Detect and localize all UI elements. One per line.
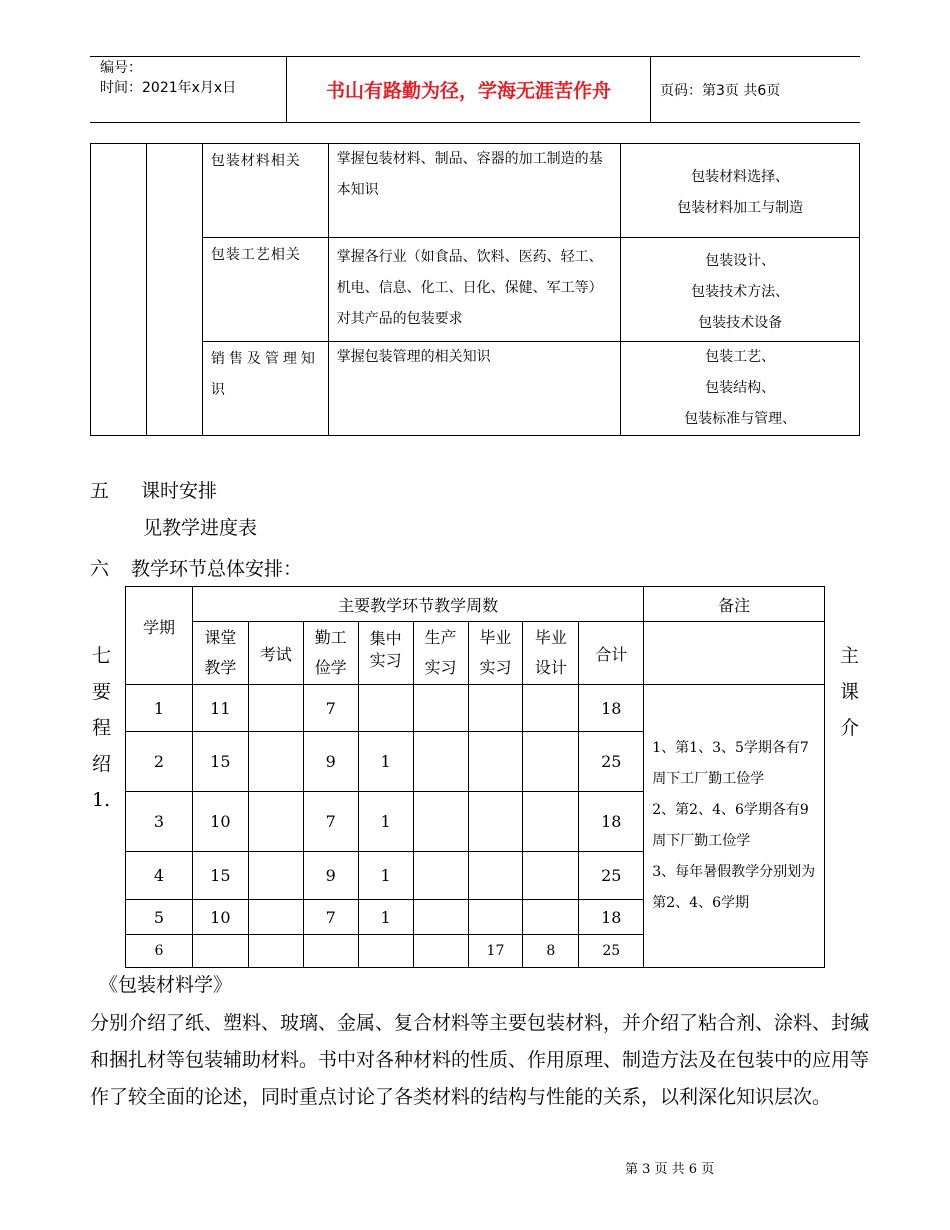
column-header: 集中 实习 [358,622,413,685]
category-cell: 包装工艺相关 [202,238,328,342]
course-title: 《包装材料学》 [99,974,233,996]
value-cell: 11 [192,685,248,732]
category-cell: 销售及管理知识 [202,342,328,436]
value-cell [468,852,523,900]
schedule-table [125,586,825,968]
term-cell: 1 [126,685,193,732]
section-6-heading: 六 教学环节总体安排： [90,558,303,580]
value-cell [468,732,523,792]
value-cell: 10 [192,792,248,852]
empty-cell [91,144,147,436]
value-cell: 7 [303,900,358,935]
column-header: 毕业 实习 [468,622,523,685]
courses-cell: 包装材料选择、 包装材料加工与制造 [621,144,860,238]
value-cell [248,935,303,968]
column-header: 合计 [579,622,644,685]
value-cell [192,935,248,968]
section-7-side-right: 主 课 介 [840,645,860,739]
value-cell [523,685,579,732]
value-cell [248,732,303,792]
value-cell [523,852,579,900]
time-label: 时间：2021年x月x日 [100,80,237,96]
column-header: 生产 实习 [413,622,468,685]
empty-cell [644,622,825,685]
value-cell [358,685,413,732]
table-row [91,342,860,436]
column-header: 考试 [248,622,303,685]
value-cell [248,792,303,852]
value-cell [468,900,523,935]
value-cell [468,685,523,732]
notes-header: 备注 [644,587,825,622]
column-header: 课堂 教学 [192,622,248,685]
column-header: 勤工 俭学 [303,622,358,685]
term-cell: 5 [126,900,193,935]
term-header: 学期 [126,587,193,685]
term-cell: 2 [126,732,193,792]
total-cell: 25 [579,935,644,968]
group-header: 主要教学环节教学周数 [192,587,643,622]
requirement-cell: 掌握包装管理的相关知识 [328,342,621,436]
term-cell: 4 [126,852,193,900]
header-divider [650,56,651,122]
value-cell [248,900,303,935]
table-row [91,238,860,342]
courses-cell: 包装工艺、 包装结构、 包装标准与管理、 [621,342,860,436]
section-5-heading: 五 课时安排 [90,480,218,502]
total-cell: 25 [579,852,644,900]
section-7-side-left: 七 要 程 绍 1. [92,645,112,811]
header-motto: 书山有路勤为径，学海无涯苦作舟 [325,80,611,102]
value-cell [468,792,523,852]
header-page-label: 页码：第3页 共6页 [660,83,781,99]
total-cell: 18 [579,685,644,732]
footer-page-number: 第 3 页 共 6 页 [625,1162,715,1177]
value-cell [523,900,579,935]
value-cell [413,852,468,900]
empty-cell [146,144,202,436]
value-cell: 17 [468,935,523,968]
table-header-row [126,587,825,622]
value-cell [413,900,468,935]
value-cell [303,935,358,968]
value-cell: 1 [358,852,413,900]
value-cell: 15 [192,732,248,792]
term-cell: 6 [126,935,193,968]
value-cell: 1 [358,900,413,935]
category-cell: 包装材料相关 [202,144,328,238]
value-cell: 9 [303,732,358,792]
total-cell: 18 [579,792,644,852]
value-cell: 8 [523,935,579,968]
value-cell: 7 [303,685,358,732]
requirement-cell: 掌握各行业（如食品、饮料、医药、轻工、机电、信息、化工、日化、保健、军工等）对其产品的包装要求 [328,238,621,342]
requirement-cell: 掌握包装材料、制品、容器的加工制造的基本知识 [328,144,621,238]
number-label: 编号： [100,60,142,76]
value-cell [413,792,468,852]
course-description: 分别介绍了纸、塑料、玻璃、金属、复合材料等主要包装材料，并介绍了粘合剂、涂料、封缄和捆扎材等包装辅助材料。书中对各种材料的性质、作用原理、制造方法及在包装中的应用等作了较全面的论述，同时重点讨论了各类材料的结构与性能的关系，以利深化知识层次。 [90,1012,870,1108]
header-bottom-rule [90,122,860,123]
value-cell [248,685,303,732]
notes-cell: 1、第1、3、5学期各有7周下工厂勤工俭学 2、第2、4、6学期各有9周下厂勤工俭学 3、每年暑假教学分别划为第2、4、6学期 [644,685,825,968]
section-5-text: 见教学进度表 [143,517,258,539]
total-cell: 25 [579,732,644,792]
column-header: 毕业 设计 [523,622,579,685]
value-cell: 9 [303,852,358,900]
term-cell: 3 [126,792,193,852]
table-row [91,144,860,238]
value-cell: 15 [192,852,248,900]
value-cell: 10 [192,900,248,935]
courses-cell: 包装设计、 包装技术方法、 包装技术设备 [621,238,860,342]
value-cell [523,732,579,792]
table-header-row [126,622,825,685]
total-cell: 18 [579,900,644,935]
value-cell [413,732,468,792]
value-cell: 7 [303,792,358,852]
knowledge-table [90,143,860,436]
value-cell [523,792,579,852]
value-cell [248,852,303,900]
header-top-rule [90,56,860,57]
value-cell [413,935,468,968]
value-cell [358,935,413,968]
value-cell: 1 [358,792,413,852]
value-cell [413,685,468,732]
table-row [126,685,825,732]
value-cell: 1 [358,732,413,792]
header-meta [100,58,236,98]
